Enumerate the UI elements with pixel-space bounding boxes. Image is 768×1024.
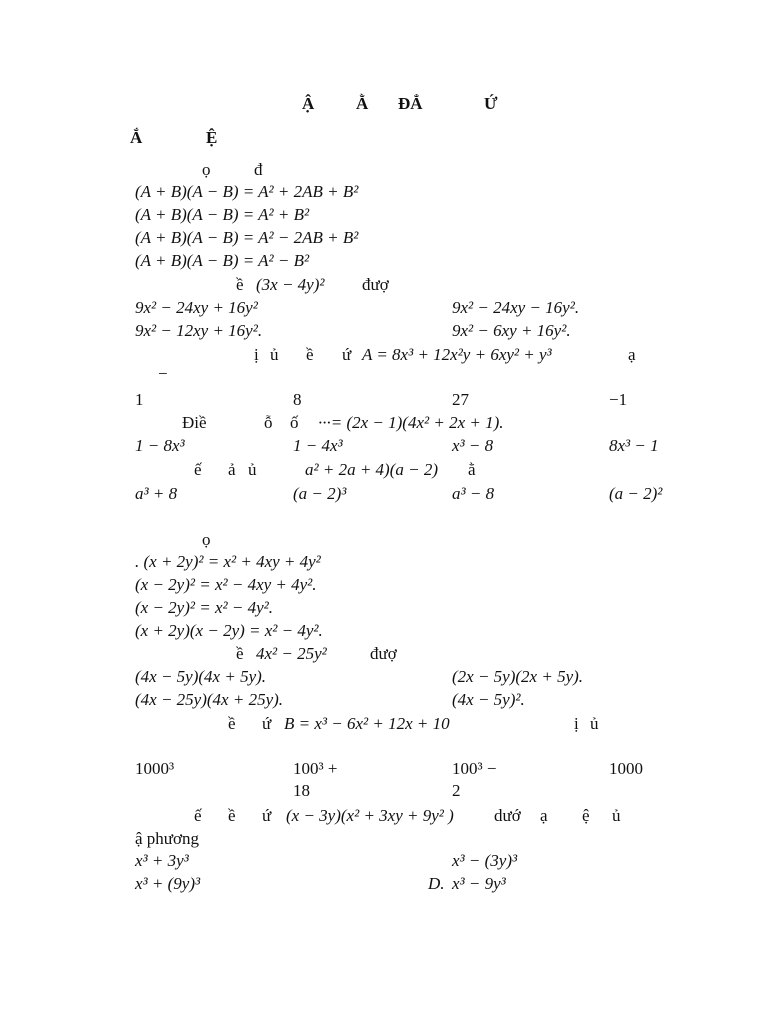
q2-option-d: 9x² − 6xy + 16y². bbox=[452, 321, 571, 340]
q2-option-b: 9x² − 24xy − 16y². bbox=[452, 298, 580, 317]
q4-prompt-b: ỗ bbox=[264, 413, 273, 432]
title-char-2: Ằ bbox=[356, 94, 369, 113]
q5-option-c: a³ − 8 bbox=[452, 484, 495, 503]
q4-prompt-c: ố bbox=[290, 413, 299, 432]
q8-prompt-a: ề bbox=[228, 714, 236, 733]
q1-prompt-b: đ bbox=[254, 160, 263, 179]
q9-prompt-line2: ậ phương bbox=[135, 829, 199, 848]
q9-option-b: x³ − (3y)³ bbox=[452, 851, 518, 870]
q3-option-d: −1 bbox=[609, 390, 628, 409]
q8-option-a: 1000³ bbox=[135, 759, 175, 778]
q6-option-c: (x − 2y)² = x² − 4y². bbox=[135, 598, 273, 617]
q4-option-b: 1 − 4x³ bbox=[293, 436, 343, 455]
q2-option-a: 9x² − 24xy + 16y² bbox=[135, 298, 258, 317]
q8-option-b-line1: 100³ + bbox=[293, 759, 338, 778]
q6-option-a: . (x + 2y)² = x² + 4xy + 4y² bbox=[135, 552, 321, 571]
q7-prompt-expr: 4x² − 25y² bbox=[256, 644, 327, 663]
q9-prompt-f: ệ bbox=[582, 806, 590, 825]
q2-prompt-b: đượ bbox=[362, 275, 389, 294]
q5-prompt-a: ế bbox=[194, 460, 202, 479]
q3-prompt-d: ứ bbox=[342, 345, 352, 364]
q3-prompt-a: ị bbox=[254, 345, 259, 364]
q4-option-c: x³ − 8 bbox=[452, 436, 494, 455]
q9-option-c: x³ + (9y)³ bbox=[135, 874, 201, 893]
q8-option-d: 1000 bbox=[609, 759, 643, 778]
q3-dash: − bbox=[158, 364, 168, 383]
q8-prompt-expr: B = x³ − 6x² + 12x + 10 bbox=[284, 714, 450, 733]
title-char-3: ĐẲ bbox=[398, 94, 423, 113]
q2-prompt-expr: (3x − 4y)² bbox=[256, 275, 325, 294]
q8-prompt-b: ứ bbox=[262, 714, 272, 733]
q1-option-b: (A + B)(A − B) = A² + B² bbox=[135, 205, 310, 224]
q9-prompt-d: dướ bbox=[494, 806, 521, 825]
q1-option-c: (A + B)(A − B) = A² − 2AB + B² bbox=[135, 228, 359, 247]
q3-option-a: 1 bbox=[135, 390, 144, 409]
q4-option-d: 8x³ − 1 bbox=[609, 436, 659, 455]
title-char-1: Ậ bbox=[302, 94, 315, 113]
q7-prompt-a: ề bbox=[236, 644, 244, 663]
q5-prompt-b: ả bbox=[228, 460, 236, 479]
q7-option-c: (4x − 25y)(4x + 25y). bbox=[135, 690, 284, 709]
section-heading-char-2: Ệ bbox=[206, 128, 218, 147]
q5-prompt-expr: a² + 2a + 4)(a − 2) bbox=[305, 460, 438, 479]
q1-option-a: (A + B)(A − B) = A² + 2AB + B² bbox=[135, 182, 359, 201]
q3-prompt-c: ề bbox=[306, 345, 314, 364]
q9-option-d: x³ − 9y³ bbox=[452, 874, 506, 893]
q9-prompt-b: ề bbox=[228, 806, 236, 825]
q5-option-d: (a − 2)² bbox=[609, 484, 663, 503]
title-char-4: Ứ bbox=[484, 94, 498, 113]
q8-prompt-d: ủ bbox=[590, 714, 599, 733]
q8-prompt-c: ị bbox=[574, 714, 579, 733]
q9-prompt-e: ạ bbox=[540, 806, 548, 825]
q4-prompt-a: Điề bbox=[182, 413, 207, 432]
q3-prompt-expr: A = 8x³ + 12x²y + 6xy² + y³ bbox=[362, 345, 552, 364]
q5-option-a: a³ + 8 bbox=[135, 484, 178, 503]
q8-option-c-line2: 2 bbox=[452, 781, 461, 800]
q5-prompt-c: ủ bbox=[248, 460, 257, 479]
q9-option-d-label: D. bbox=[428, 874, 445, 893]
section-heading-char-1: Ắ bbox=[130, 128, 143, 147]
q9-option-a: x³ + 3y³ bbox=[135, 851, 189, 870]
q1-option-d: (A + B)(A − B) = A² − B² bbox=[135, 251, 310, 270]
q3-option-c: 27 bbox=[452, 390, 469, 409]
q5-prompt-d: ằ bbox=[468, 460, 476, 479]
q8-option-c-line1: 100³ − bbox=[452, 759, 497, 778]
q7-option-d: (4x − 5y)². bbox=[452, 690, 525, 709]
q2-prompt-a: ề bbox=[236, 275, 244, 294]
q7-option-a: (4x − 5y)(4x + 5y). bbox=[135, 667, 267, 686]
q3-prompt-b: ủ bbox=[270, 345, 279, 364]
q9-prompt-c: ứ bbox=[262, 806, 272, 825]
q6-option-d: (x + 2y)(x − 2y) = x² − 4y². bbox=[135, 621, 323, 640]
q4-prompt-expr: ···= (2x − 1)(4x² + 2x + 1). bbox=[318, 413, 504, 432]
q9-prompt-a: ế bbox=[194, 806, 202, 825]
q3-option-b: 8 bbox=[293, 390, 302, 409]
q1-prompt-a: ọ bbox=[202, 160, 211, 179]
q5-option-b: (a − 2)³ bbox=[293, 484, 347, 503]
q6-option-b: (x − 2y)² = x² − 4xy + 4y². bbox=[135, 575, 317, 594]
q8-option-b-line2: 18 bbox=[293, 781, 310, 800]
q7-option-b: (2x − 5y)(2x + 5y). bbox=[452, 667, 584, 686]
q3-prompt-e: ạ bbox=[628, 345, 636, 364]
q4-option-a: 1 − 8x³ bbox=[135, 436, 185, 455]
q2-option-c: 9x² − 12xy + 16y². bbox=[135, 321, 263, 340]
q6-prompt: ọ bbox=[202, 530, 211, 549]
q7-prompt-b: đượ bbox=[370, 644, 397, 663]
q9-prompt-g: ủ bbox=[612, 806, 621, 825]
q9-prompt-expr: (x − 3y)(x² + 3xy + 9y² ) bbox=[286, 806, 454, 825]
